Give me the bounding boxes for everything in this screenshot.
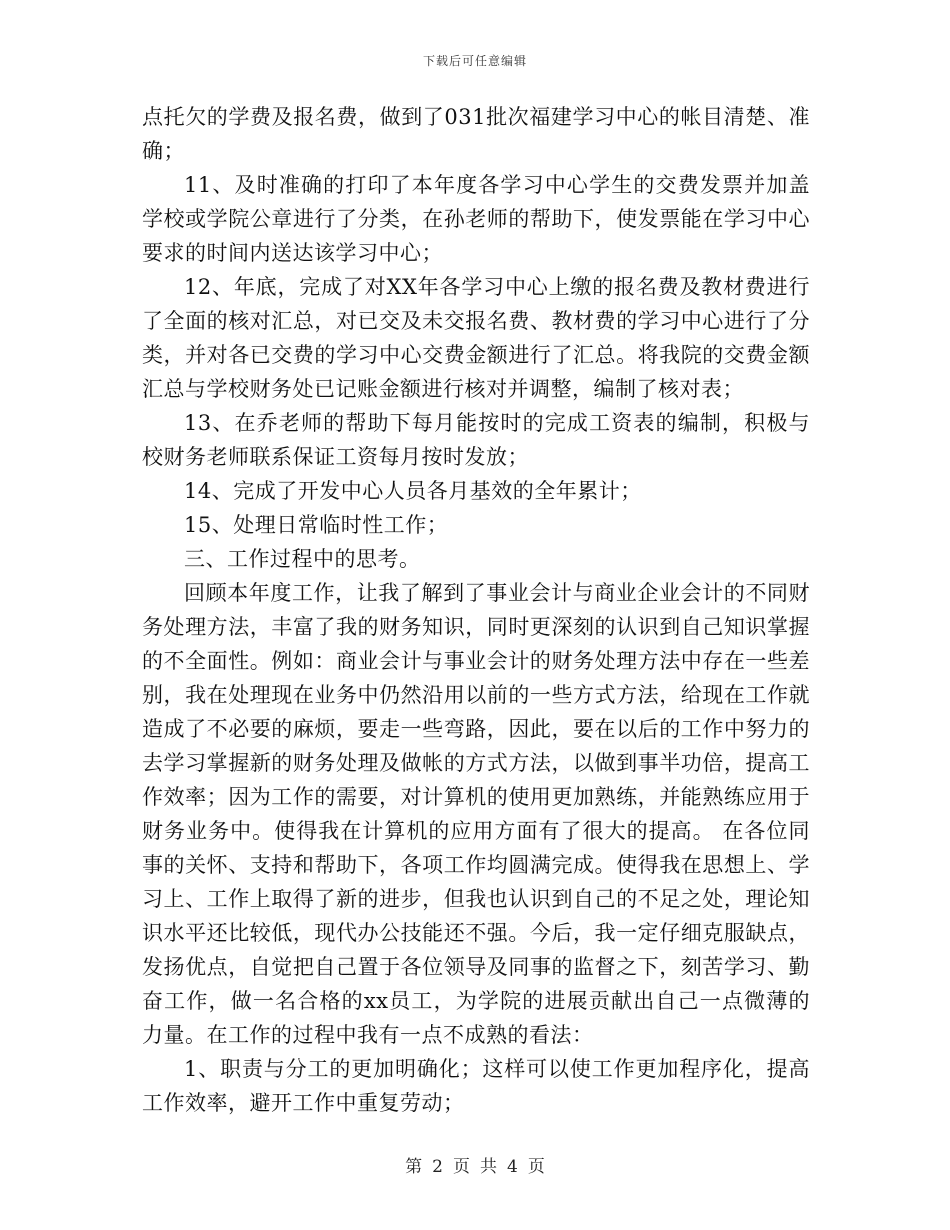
paragraph-item-14: 14、完成了开发中心人员各月基效的全年累计； [184, 479, 642, 503]
footer-total-label: 共 [480, 1157, 497, 1177]
paragraph-item-11: 11、及时准确的打印了本年度各学习中心学生的交费发票并加盖学校或学院公章进行了分类，在孙老师的帮助下，使发票能在学习中心要求的时间内送达该学习中心； [142, 173, 810, 265]
paragraph-item-15: 15、处理日常临时性工作； [184, 513, 449, 537]
page-footer [0, 1152, 950, 1177]
footer-page-number: 2 [432, 1157, 443, 1177]
paragraph-continuation: 点托欠的学费及报名费，做到了031批次福建学习中心的帐目清楚、准确； [142, 105, 810, 163]
paragraph-review: 回顾本年度工作，让我了解到了事业会计与商业企业会计的不同财务处理方法，丰富了我的财务知识，同时更深刻的认识到自己知识掌握的不全面性。例如：商业会计与事业会计的财务处理方法中存在一些差别，我在处理现在业务中仍然沿用以前的一些方式方法，给现在工作就造成了不必要的麻烦，要走一些弯路，因此，要在以后的工作中努力的去学习掌握新的财务处理及做帐的方式方法，以做到事半功倍，提高工作效率；因为工作的需要，对计算机的使用更加熟练，并能熟练应用于财务业务中。使得我在计算机的应用方面有了很大的提高。 在各位同事的关怀、支持和帮助下，各项工作均圆满完成。使得我在思想上、学习上、工作上取得了新的进步，但我也认识到自己的不足之处，理论知识水平还比较低，现代办公技能还不强。今后，我一定仔细克服缺点，发扬优点，自觉把自己置于各位领导及同事的监督之下，刻苦学习、勤奋工作，做一名合格的xx员工，为学院的进展贡献出自己一点微薄的力量。在工作的过程中我有一点不成熟的看法： [142, 581, 810, 1047]
footer-suffix: 页 [527, 1157, 545, 1177]
page-header: 下载后可任意编辑 [422, 54, 527, 68]
footer-page-unit: 页 [453, 1157, 470, 1177]
paragraph-suggestion-1: 1、职责与分工的更加明确化；这样可以使工作更加程序化，提高工作效率，避开工作中重复劳动； [142, 1057, 810, 1115]
paragraph-item-12: 12、年底，完成了对XX年各学习中心上缴的报名费及教材费进行了全面的核对汇总，对已交及未交报名费、教材费的学习中心进行了分类，并对各已交费的学习中心交费金额进行了汇总。将我院的交费金额汇总与学校财务处已记账金额进行核对并调整，编制了核对表； [142, 275, 810, 401]
section-heading-reflection: 三、工作过程中的思考。 [184, 547, 421, 571]
footer-total-pages: 4 [507, 1157, 518, 1177]
footer-prefix: 第 [405, 1157, 423, 1177]
paragraph-item-13: 13、在乔老师的帮助下每月能按时的完成工资表的编制，积极与校财务老师联系保证工资每月按时发放； [142, 411, 810, 469]
document-body [142, 100, 810, 1120]
